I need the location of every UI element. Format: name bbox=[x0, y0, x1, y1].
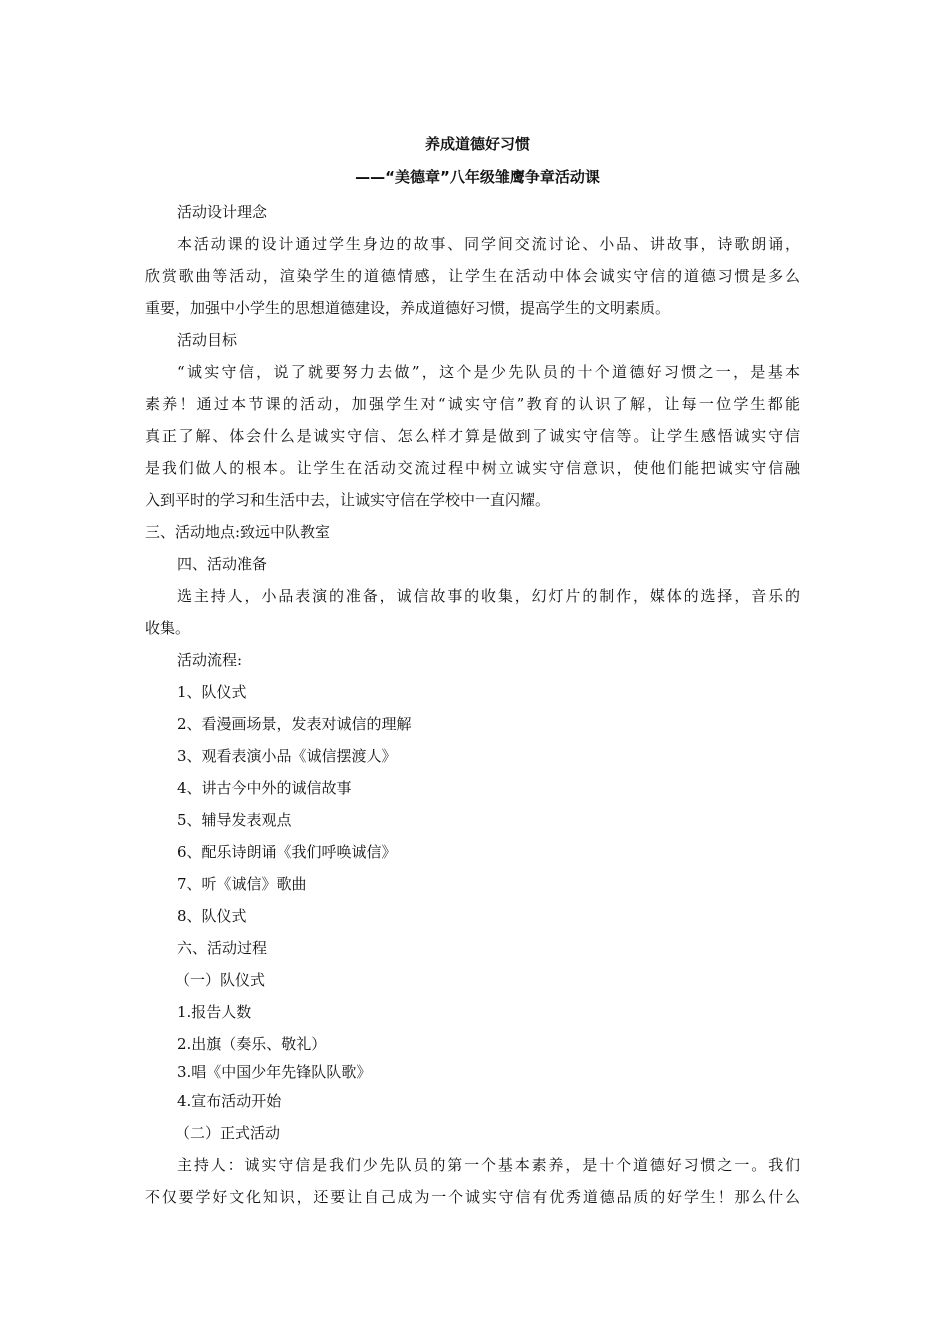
subsection-heading: （一）队仪式 bbox=[175, 971, 266, 989]
paragraph-line: 入到平时的学习和生活中去，让诚实守信在学校中一直闪耀。 bbox=[145, 491, 551, 509]
list-item: 4.宣布活动开始 bbox=[177, 1092, 282, 1110]
section-heading-process: 六、活动过程 bbox=[177, 939, 268, 957]
paragraph-line: “诚实守信，说了就要努力去做”，这个是少先队员的十个道德好习惯之一，是基本 bbox=[177, 363, 800, 381]
paragraph-line: 真正了解、体会什么是诚实守信、怎么样才算是做到了诚实守信等。让学生感悟诚实守信 bbox=[145, 427, 800, 445]
document-body bbox=[145, 133, 800, 1213]
list-item: 1.报告人数 bbox=[177, 1003, 252, 1021]
list-item: 3.唱《中国少年先锋队队歌》 bbox=[177, 1063, 372, 1081]
paragraph-line: 素养！通过本节课的活动，加强学生对“诚实守信”教育的认识了解，让每一位学生都能 bbox=[145, 395, 800, 413]
paragraph-line: 本活动课的设计通过学生身边的故事、同学间交流讨论、小品、讲故事，诗歌朗诵， bbox=[177, 235, 800, 253]
paragraph-line: 不仅要学好文化知识，还要让自己成为一个诚实守信有优秀道德品质的好学生！那么什么 bbox=[145, 1188, 800, 1206]
document-subtitle: ——“美德章”八年级雏鹰争章活动课 bbox=[355, 168, 600, 186]
section-heading-prep: 四、活动准备 bbox=[177, 555, 268, 573]
section-heading-goal: 活动目标 bbox=[177, 331, 238, 349]
list-item: 4、讲古今中外的诚信故事 bbox=[177, 779, 352, 797]
list-item: 2.出旗（奏乐、敬礼） bbox=[177, 1035, 327, 1053]
document-title: 养成道德好习惯 bbox=[424, 135, 530, 153]
paragraph-line: 是我们做人的根本。让学生在活动交流过程中树立诚实守信意识，使他们能把诚实守信融 bbox=[145, 459, 800, 477]
paragraph-line: 选主持人，小品表演的准备，诚信故事的收集，幻灯片的制作，媒体的选择，音乐的 bbox=[177, 587, 800, 605]
list-item: 7、听《诚信》歌曲 bbox=[177, 875, 307, 893]
list-item: 1、队仪式 bbox=[177, 683, 247, 701]
list-item: 8、队仪式 bbox=[177, 907, 247, 925]
section-heading-flow: 活动流程: bbox=[177, 651, 243, 669]
list-item: 2、看漫画场景，发表对诚信的理解 bbox=[177, 715, 412, 733]
list-item: 3、观看表演小品《诚信摆渡人》 bbox=[177, 747, 397, 765]
section-heading-design: 活动设计理念 bbox=[177, 203, 268, 221]
paragraph-line: 重要，加强中小学生的思想道德建设，养成道德好习惯，提高学生的文明素质。 bbox=[145, 299, 671, 317]
paragraph-line: 欣赏歌曲等活动，渲染学生的道德情感，让学生在活动中体会诚实守信的道德习惯是多么 bbox=[145, 267, 800, 285]
section-heading-location: 三、活动地点:致远中队教室 bbox=[145, 523, 331, 541]
paragraph-line: 主持人：诚实守信是我们少先队员的第一个基本素养，是十个道德好习惯之一。我们 bbox=[177, 1156, 800, 1174]
paragraph-line: 收集。 bbox=[145, 619, 191, 637]
list-item: 6、配乐诗朗诵《我们呼唤诚信》 bbox=[177, 843, 397, 861]
list-item: 5、辅导发表观点 bbox=[177, 811, 292, 829]
subsection-heading: （二）正式活动 bbox=[175, 1124, 281, 1142]
